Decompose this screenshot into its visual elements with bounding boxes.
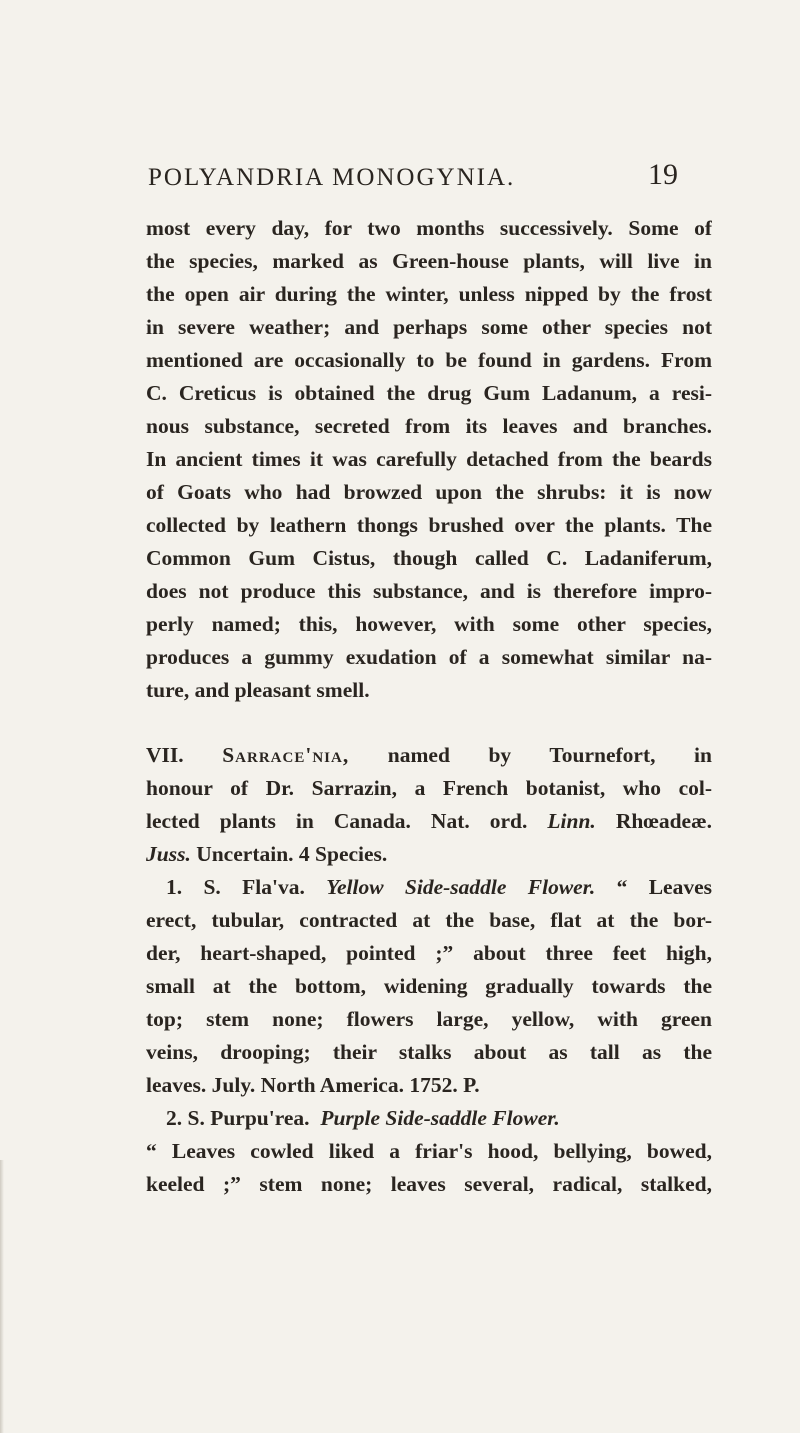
species-2-label: 2. S. Purpu'rea. bbox=[166, 1106, 310, 1130]
species-1-common-name: Yellow Side-saddle Flower. bbox=[326, 875, 596, 899]
genus-line-3 bbox=[146, 805, 712, 838]
text-line: “ Leaves cowled liked a friar's hood, bellying, bowed, bbox=[146, 1139, 712, 1163]
text-line: collected by leathern thongs brushed over the plants. The bbox=[146, 513, 712, 537]
text-line: Common Gum Cistus, though called C. Ladaniferum, bbox=[146, 546, 712, 570]
page-edge-shadow bbox=[0, 1160, 4, 1433]
species-2-heading bbox=[146, 1102, 712, 1135]
genus-line4-rest: Uncertain. 4 Species. bbox=[196, 842, 388, 866]
paragraph-gap bbox=[146, 707, 712, 739]
text-line: der, heart-shaped, pointed ;” about three feet high, bbox=[146, 941, 712, 965]
species-1-heading bbox=[146, 871, 712, 904]
species-2-common-name: Purple Side-saddle Flower. bbox=[320, 1106, 560, 1130]
text-line: C. Creticus is obtained the drug Gum Ladanum, a resi- bbox=[146, 381, 712, 405]
text-line: mentioned are occasionally to be found in gardens. From bbox=[146, 348, 712, 372]
running-title: POLYANDRIA MONOGYNIA. bbox=[148, 164, 516, 191]
genus-line3-end: Rhœadeæ. bbox=[615, 809, 712, 833]
text-line: In ancient times it was carefully detached from the beards bbox=[146, 447, 712, 471]
juss-abbrev: Juss. bbox=[146, 842, 191, 866]
text-line: ture, and pleasant smell. bbox=[146, 678, 370, 702]
species-1-line1-end: “ Leaves bbox=[616, 875, 712, 899]
text-line: erect, tubular, contracted at the base, flat at the bor- bbox=[146, 908, 712, 932]
body-text bbox=[146, 212, 712, 1201]
genus-heading-line bbox=[146, 739, 712, 772]
text-line: perly named; this, however, with some other species, bbox=[146, 612, 712, 636]
text-line: in severe weather; and perhaps some other species not bbox=[146, 315, 712, 339]
text-line: honour of Dr. Sarrazin, a French botanist, who col- bbox=[146, 776, 712, 800]
text-line: the species, marked as Green-house plants, will live in bbox=[146, 249, 712, 273]
page-number: 19 bbox=[648, 158, 678, 191]
text-line: keeled ;” stem none; leaves several, radical, stalked, bbox=[146, 1172, 712, 1196]
linn-abbrev: Linn. bbox=[547, 809, 596, 833]
text-line: veins, drooping; their stalks about as tall as the bbox=[146, 1040, 712, 1064]
text-line: top; stem none; flowers large, yellow, with green bbox=[146, 1007, 712, 1031]
genus-line1-rest: named by Tournefort, in bbox=[387, 743, 712, 767]
text-line: the open air during the winter, unless nipped by the frost bbox=[146, 282, 712, 306]
text-line: does not produce this substance, and is therefore impro- bbox=[146, 579, 712, 603]
text-line: of Goats who had browzed upon the shrubs: it is now bbox=[146, 480, 712, 504]
running-head bbox=[148, 158, 708, 198]
genus-line-4 bbox=[146, 838, 712, 871]
text-line: most every day, for two months successively. Some of bbox=[146, 216, 712, 240]
genus-numeral: VII. bbox=[146, 743, 184, 767]
genus-line3-start: lected plants in Canada. Nat. ord. bbox=[146, 809, 528, 833]
text-line: leaves. July. North America. 1752. P. bbox=[146, 1073, 480, 1097]
text-line: small at the bottom, widening gradually towards the bbox=[146, 974, 712, 998]
text-line: nous substance, secreted from its leaves and branches. bbox=[146, 414, 712, 438]
text-line: produces a gummy exudation of a somewhat similar na- bbox=[146, 645, 712, 669]
species-1-label: 1. S. Fla'va. bbox=[166, 875, 305, 899]
genus-name: Sarrace'nia, bbox=[222, 743, 350, 767]
